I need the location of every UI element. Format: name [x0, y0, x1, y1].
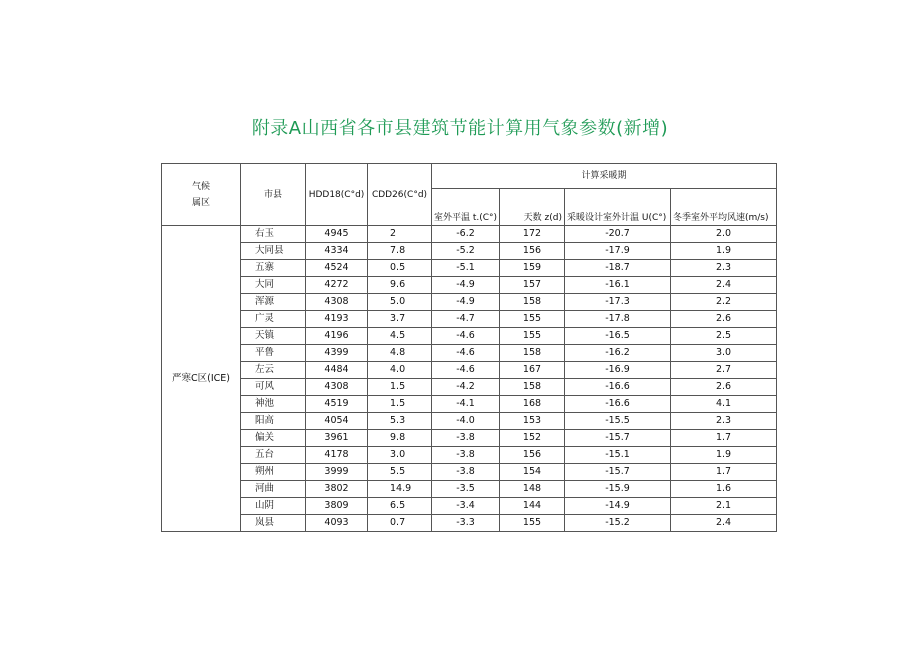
- cdd-cell: 2: [368, 226, 432, 243]
- climate-zone-cell: 严寒C区(ICE): [162, 226, 241, 532]
- avg-temp-cell: -3.3: [432, 515, 500, 532]
- table-row: [162, 260, 777, 277]
- county-cell: 山阴: [241, 498, 306, 515]
- wind-speed-cell: 1.6: [671, 481, 777, 498]
- table-row: [162, 515, 777, 532]
- design-temp-cell: -15.1: [565, 447, 671, 464]
- wind-speed-cell: 2.6: [671, 311, 777, 328]
- days-cell: 157: [500, 277, 565, 294]
- wind-speed-cell: 2.0: [671, 226, 777, 243]
- design-temp-cell: -16.2: [565, 345, 671, 362]
- hdd-cell: 3999: [306, 464, 368, 481]
- county-cell: 阳高: [241, 413, 306, 430]
- header-cdd: CDD26(C°d): [368, 164, 432, 226]
- days-cell: 153: [500, 413, 565, 430]
- hdd-cell: 4193: [306, 311, 368, 328]
- hdd-cell: 4196: [306, 328, 368, 345]
- wind-speed-cell: 2.5: [671, 328, 777, 345]
- county-cell: 天镇: [241, 328, 306, 345]
- design-temp-cell: -16.9: [565, 362, 671, 379]
- avg-temp-cell: -3.8: [432, 464, 500, 481]
- hdd-cell: 4178: [306, 447, 368, 464]
- wind-speed-cell: 1.9: [671, 447, 777, 464]
- avg-temp-cell: -4.6: [432, 345, 500, 362]
- avg-temp-cell: -4.1: [432, 396, 500, 413]
- table-row: [162, 226, 777, 243]
- county-cell: 河曲: [241, 481, 306, 498]
- design-temp-cell: -18.7: [565, 260, 671, 277]
- avg-temp-cell: -4.9: [432, 277, 500, 294]
- table-row: [162, 464, 777, 481]
- hdd-cell: 4308: [306, 379, 368, 396]
- days-cell: 144: [500, 498, 565, 515]
- design-temp-cell: -15.5: [565, 413, 671, 430]
- county-cell: 浑源: [241, 294, 306, 311]
- design-temp-cell: -17.3: [565, 294, 671, 311]
- days-cell: 172: [500, 226, 565, 243]
- wind-speed-cell: 2.3: [671, 413, 777, 430]
- table-body: [162, 226, 777, 532]
- design-temp-cell: -20.7: [565, 226, 671, 243]
- days-cell: 158: [500, 345, 565, 362]
- cdd-cell: 3.7: [368, 311, 432, 328]
- header-hdd: HDD18(C°d): [306, 164, 368, 226]
- county-cell: 可风: [241, 379, 306, 396]
- cdd-cell: 6.5: [368, 498, 432, 515]
- county-cell: 平鲁: [241, 345, 306, 362]
- table-row: [162, 481, 777, 498]
- table-row: [162, 311, 777, 328]
- wind-speed-cell: 2.2: [671, 294, 777, 311]
- hdd-cell: 4093: [306, 515, 368, 532]
- avg-temp-cell: -4.6: [432, 362, 500, 379]
- avg-temp-cell: -5.2: [432, 243, 500, 260]
- hdd-cell: 4524: [306, 260, 368, 277]
- cdd-cell: 0.7: [368, 515, 432, 532]
- hdd-cell: 4399: [306, 345, 368, 362]
- wind-speed-cell: 4.1: [671, 396, 777, 413]
- days-cell: 154: [500, 464, 565, 481]
- avg-temp-cell: -3.5: [432, 481, 500, 498]
- hdd-cell: 4272: [306, 277, 368, 294]
- wind-speed-cell: 1.7: [671, 464, 777, 481]
- table-row: [162, 430, 777, 447]
- table-row: [162, 243, 777, 260]
- table-row: [162, 396, 777, 413]
- days-cell: 167: [500, 362, 565, 379]
- county-cell: 五寨: [241, 260, 306, 277]
- avg-temp-cell: -3.8: [432, 447, 500, 464]
- county-cell: 右玉: [241, 226, 306, 243]
- days-cell: 168: [500, 396, 565, 413]
- avg-temp-cell: -6.2: [432, 226, 500, 243]
- days-cell: 155: [500, 515, 565, 532]
- design-temp-cell: -16.5: [565, 328, 671, 345]
- cdd-cell: 4.8: [368, 345, 432, 362]
- hdd-cell: 4484: [306, 362, 368, 379]
- hdd-cell: 3809: [306, 498, 368, 515]
- days-cell: 156: [500, 243, 565, 260]
- cdd-cell: 5.0: [368, 294, 432, 311]
- hdd-cell: 4054: [306, 413, 368, 430]
- table-row: [162, 345, 777, 362]
- days-cell: 159: [500, 260, 565, 277]
- county-cell: 岚县: [241, 515, 306, 532]
- county-cell: 广灵: [241, 311, 306, 328]
- wind-speed-cell: 1.9: [671, 243, 777, 260]
- avg-temp-cell: -3.8: [432, 430, 500, 447]
- cdd-cell: 4.5: [368, 328, 432, 345]
- avg-temp-cell: -4.7: [432, 311, 500, 328]
- table-row: [162, 294, 777, 311]
- design-temp-cell: -16.6: [565, 396, 671, 413]
- hdd-cell: 4334: [306, 243, 368, 260]
- cdd-cell: 5.3: [368, 413, 432, 430]
- cdd-cell: 0.5: [368, 260, 432, 277]
- header-days: 天数 z(d): [500, 189, 565, 226]
- county-cell: 左云: [241, 362, 306, 379]
- header-climate-zone: 气候 属区: [162, 164, 241, 226]
- avg-temp-cell: -4.6: [432, 328, 500, 345]
- design-temp-cell: -15.7: [565, 430, 671, 447]
- days-cell: 152: [500, 430, 565, 447]
- wind-speed-cell: 2.6: [671, 379, 777, 396]
- table-row: [162, 447, 777, 464]
- hdd-cell: 4308: [306, 294, 368, 311]
- wind-speed-cell: 2.4: [671, 515, 777, 532]
- design-temp-cell: -15.9: [565, 481, 671, 498]
- days-cell: 155: [500, 311, 565, 328]
- county-cell: 五台: [241, 447, 306, 464]
- header-wind-speed: 冬季室外平均风速(m/s): [671, 189, 777, 226]
- table-row: [162, 277, 777, 294]
- hdd-cell: 4519: [306, 396, 368, 413]
- county-cell: 神池: [241, 396, 306, 413]
- cdd-cell: 5.5: [368, 464, 432, 481]
- avg-temp-cell: -4.2: [432, 379, 500, 396]
- design-temp-cell: -16.6: [565, 379, 671, 396]
- wind-speed-cell: 2.7: [671, 362, 777, 379]
- design-temp-cell: -15.7: [565, 464, 671, 481]
- cdd-cell: 9.8: [368, 430, 432, 447]
- avg-temp-cell: -5.1: [432, 260, 500, 277]
- days-cell: 155: [500, 328, 565, 345]
- header-avg-temp: 室外平温 t.(C°): [432, 189, 500, 226]
- days-cell: 158: [500, 294, 565, 311]
- wind-speed-cell: 2.4: [671, 277, 777, 294]
- table-row: [162, 413, 777, 430]
- wind-speed-cell: 3.0: [671, 345, 777, 362]
- days-cell: 158: [500, 379, 565, 396]
- header-design-temp: 采暖设计室外计温 U(C°): [565, 189, 671, 226]
- table-row: [162, 498, 777, 515]
- county-cell: 偏关: [241, 430, 306, 447]
- county-cell: 朔州: [241, 464, 306, 481]
- cdd-cell: 1.5: [368, 379, 432, 396]
- design-temp-cell: -16.1: [565, 277, 671, 294]
- cdd-cell: 1.5: [368, 396, 432, 413]
- design-temp-cell: -15.2: [565, 515, 671, 532]
- hdd-cell: 3961: [306, 430, 368, 447]
- cdd-cell: 14.9: [368, 481, 432, 498]
- hdd-cell: 4945: [306, 226, 368, 243]
- header-heating-period: 计算采暖期: [432, 164, 777, 189]
- wind-speed-cell: 1.7: [671, 430, 777, 447]
- days-cell: 156: [500, 447, 565, 464]
- design-temp-cell: -17.9: [565, 243, 671, 260]
- hdd-cell: 3802: [306, 481, 368, 498]
- header-county: 市县: [241, 164, 306, 226]
- page-title: 附录A山西省各市县建筑节能计算用气象参数(新增): [251, 118, 669, 139]
- table-row: [162, 362, 777, 379]
- weather-parameter-table: [161, 163, 777, 532]
- cdd-cell: 7.8: [368, 243, 432, 260]
- cdd-cell: 9.6: [368, 277, 432, 294]
- design-temp-cell: -17.8: [565, 311, 671, 328]
- county-cell: 大同县: [241, 243, 306, 260]
- wind-speed-cell: 2.3: [671, 260, 777, 277]
- avg-temp-cell: -3.4: [432, 498, 500, 515]
- wind-speed-cell: 2.1: [671, 498, 777, 515]
- design-temp-cell: -14.9: [565, 498, 671, 515]
- table-row: [162, 328, 777, 345]
- county-cell: 大同: [241, 277, 306, 294]
- table-row: [162, 379, 777, 396]
- avg-temp-cell: -4.9: [432, 294, 500, 311]
- cdd-cell: 4.0: [368, 362, 432, 379]
- cdd-cell: 3.0: [368, 447, 432, 464]
- days-cell: 148: [500, 481, 565, 498]
- avg-temp-cell: -4.0: [432, 413, 500, 430]
